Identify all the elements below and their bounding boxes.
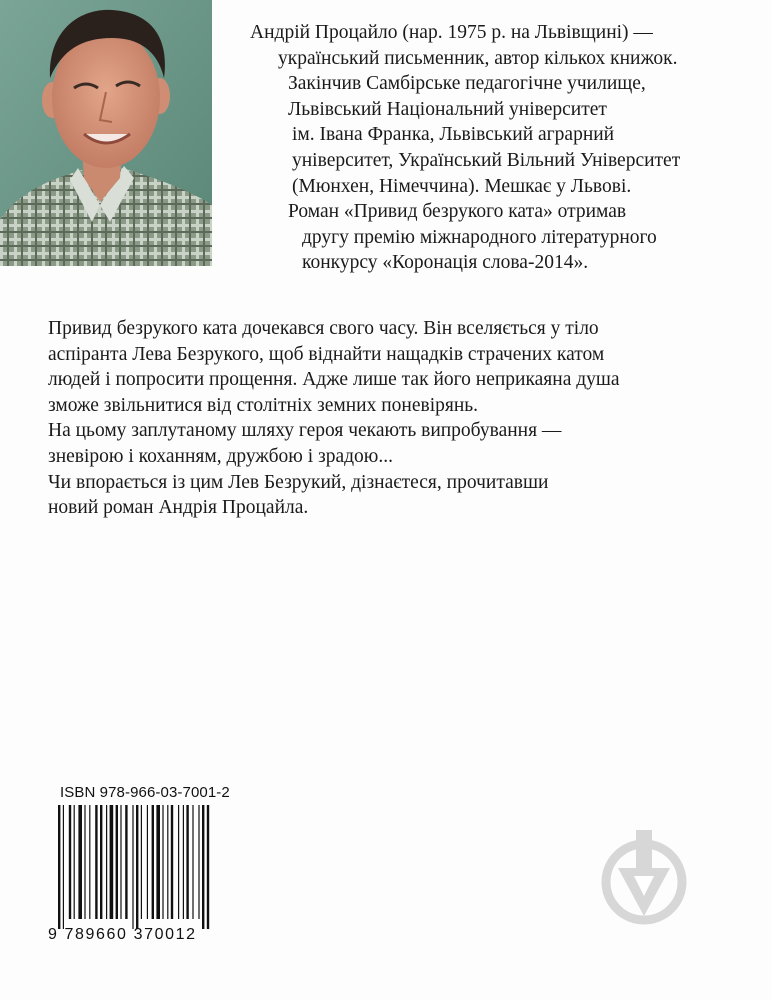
bio-line: Андрій Процайло (нар. 1975 р. на Львівщині) —: [250, 22, 653, 43]
bio-line: ім. Івана Франка, Львівський аграрний: [292, 124, 615, 146]
author-bio: [250, 20, 760, 276]
bio-line: конкурсу «Коронація слова-2014».: [302, 252, 589, 274]
annotation-line: Чи впорається із цим Лев Безрукий, дізнаєтеся, прочитавши: [48, 471, 549, 493]
annotation-line: аспіранта Лева Безрукого, щоб віднайти нащадків страчених катом: [48, 343, 605, 365]
bio-line: Закінчив Самбірське педагогічне училище,: [288, 73, 646, 95]
annotation-line: зневірою і коханням, дружбою і зрадою...: [48, 445, 393, 467]
annotation-line: новий роман Андрія Процайла.: [48, 497, 309, 519]
ean-digits: 9 789660 370012: [48, 926, 197, 943]
barcode-icon: [48, 805, 220, 929]
bio-line: Роман «Привид безрукого ката» отримав: [288, 201, 627, 223]
bio-line: університет, Український Вільний Університет: [292, 149, 681, 171]
author-photo: [0, 0, 212, 266]
annotation-line: Привид безрукого ката дочекався свого часу. Він вселяється у тіло: [48, 318, 599, 339]
isbn-barcode: [48, 784, 230, 944]
publisher-logo-icon: [598, 828, 690, 932]
author-portrait-icon: [0, 0, 212, 266]
book-annotation: [48, 316, 748, 521]
bio-line: другу премію міжнародного літературного: [302, 226, 657, 248]
annotation-line: На цьому заплутаному шляху героя чекають випробування —: [48, 420, 562, 442]
bio-line: (Мюнхен, Німеччина). Мешкає у Львові.: [292, 175, 632, 197]
isbn-label: ISBN 978-966-03-7001-2: [60, 784, 230, 801]
annotation-line: зможе звільнитися від столітніх земних поневірянь.: [48, 394, 479, 416]
annotation-line: людей і попросити прощення. Адже лише так його неприкаяна душа: [48, 369, 620, 391]
bio-line: український письменник, автор кількох книжок.: [278, 47, 678, 69]
bio-line: Львівський Національний університет: [288, 98, 607, 120]
